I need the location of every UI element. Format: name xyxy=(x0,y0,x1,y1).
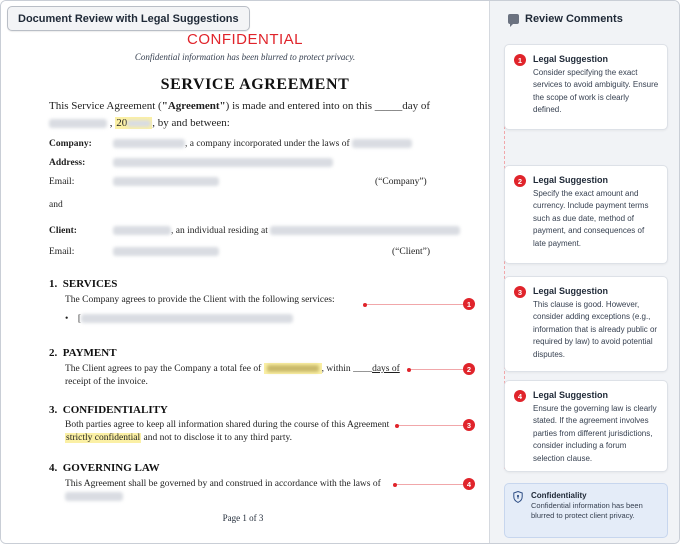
days-text: days of xyxy=(372,364,400,374)
section-1-text: The Company agrees to provide the Client with the following services: xyxy=(65,295,335,305)
email-label: Email: xyxy=(49,247,75,257)
blurred-fee xyxy=(264,363,322,374)
section-3-heading xyxy=(49,404,168,416)
client-email-row xyxy=(49,246,74,259)
bullet: • xyxy=(65,314,69,324)
client-text: , an individual residing at xyxy=(171,226,268,236)
section-number: 3. xyxy=(49,404,58,416)
document-pane xyxy=(1,1,489,544)
comment-title: Legal Suggestion xyxy=(533,286,609,296)
intro-line-1 xyxy=(49,99,430,113)
confidential-note: Confidential information has been blurred to protect privacy. xyxy=(134,52,356,62)
year-highlight xyxy=(115,117,152,129)
comment-text: This clause is good. However, consider adding exceptions (e.g., information that is already public or required by law) to avoid potential disputes. xyxy=(533,300,658,359)
blurred-email xyxy=(113,247,219,256)
section-4-heading xyxy=(49,462,160,474)
address-value xyxy=(113,157,333,170)
blurred-jurisdiction xyxy=(352,139,412,148)
marker-3-connector xyxy=(397,425,465,426)
section-title: SERVICES xyxy=(62,278,118,290)
comment-card-4[interactable] xyxy=(504,380,668,472)
payment-text: The Client agrees to pay the Company a total fee of xyxy=(65,364,262,374)
confidential-heading: CONFIDENTIAL xyxy=(186,31,303,48)
client-row xyxy=(49,225,77,238)
comment-marker-1[interactable]: 1 xyxy=(463,298,475,310)
days-blank: ____ xyxy=(353,364,373,374)
address-row xyxy=(49,157,85,170)
client-tag: (“Client”) xyxy=(392,247,430,257)
comment-title: Legal Suggestion xyxy=(533,175,609,185)
marker-1-connector xyxy=(365,304,465,305)
blurred-email xyxy=(113,177,219,186)
and-text: and xyxy=(49,200,63,210)
company-row xyxy=(49,138,92,151)
section-2-heading xyxy=(49,347,117,359)
client-email-value xyxy=(113,246,219,259)
email-label: Email: xyxy=(49,177,75,187)
company-email-value xyxy=(113,176,219,189)
confidentiality-text: and not to disclose it to any third party. xyxy=(143,433,292,443)
comment-number: 3 xyxy=(514,286,526,298)
company-tag: (“Company”) xyxy=(375,177,427,187)
blurred-client-address xyxy=(270,226,460,235)
blurred-company-name xyxy=(113,139,185,148)
section-1-heading xyxy=(49,278,117,290)
blurred-year xyxy=(127,120,151,127)
marker-2-connector xyxy=(409,369,465,370)
section-3-text-2 xyxy=(65,432,292,445)
client-label: Client: xyxy=(49,226,77,236)
section-2-text xyxy=(65,363,400,376)
review-heading xyxy=(508,13,623,25)
blurred-client-name xyxy=(113,226,171,235)
agreement-term: "Agreement" xyxy=(161,100,226,112)
blurred-services xyxy=(81,314,293,323)
comment-number: 4 xyxy=(514,390,526,402)
section-title: GOVERNING LAW xyxy=(62,462,160,474)
privacy-notice-title: Confidentiality xyxy=(531,491,587,500)
section-number: 4. xyxy=(49,462,58,474)
comment-bubble-icon xyxy=(508,14,519,24)
privacy-notice-text: Confidential information has been blurred to protect client privacy. xyxy=(531,501,643,520)
comment-text: Specify the exact amount and currency. Include payment terms such as due date, method of payment, and consequences of late payment. xyxy=(533,189,649,248)
marker-4-connector xyxy=(395,484,465,485)
comment-number: 2 xyxy=(514,175,526,187)
intro-line-2: , 20 , by and between: xyxy=(49,116,230,130)
comment-number: 1 xyxy=(514,54,526,66)
comment-marker-3[interactable]: 3 xyxy=(463,419,475,431)
agreement-title: SERVICE AGREEMENT xyxy=(160,76,350,93)
payment-text: , within xyxy=(321,364,351,374)
section-2-text-2: receipt of the invoice. xyxy=(65,377,148,387)
comment-card-3[interactable] xyxy=(504,276,668,372)
review-heading-text: Review Comments xyxy=(525,13,623,25)
bracket: [ xyxy=(77,314,81,324)
client-detail xyxy=(113,225,460,238)
comment-title: Legal Suggestion xyxy=(533,390,609,400)
section-number: 2. xyxy=(49,347,58,359)
blurred-jurisdiction xyxy=(65,492,123,501)
company-text: , a company incorporated under the laws of xyxy=(185,139,350,149)
confidential-highlight: strictly confidential xyxy=(66,433,141,443)
comment-card-2[interactable] xyxy=(504,165,668,264)
blurred-address xyxy=(113,158,333,167)
intro-text: This Service Agreement ( xyxy=(49,100,162,112)
section-3-text: Both parties agree to keep all information shared during the course of this Agreement xyxy=(65,420,390,430)
company-detail xyxy=(113,138,412,151)
company-label: Company: xyxy=(49,139,92,149)
intro-text: ) is made and entered into on this _____day of xyxy=(225,100,431,112)
comment-text: Consider specifying the exact services to avoid ambiguity. Ensure the scope of work is clearly defined. xyxy=(533,68,659,115)
privacy-notice xyxy=(504,483,668,538)
address-label: Address: xyxy=(49,158,86,168)
section-title: PAYMENT xyxy=(62,347,117,359)
section-number: 1. xyxy=(49,278,58,290)
comment-card-1[interactable] xyxy=(504,44,668,130)
section-4-text: This Agreement shall be governed by and construed in accordance with the laws of xyxy=(65,479,381,489)
section-1-bullet xyxy=(65,313,293,326)
intro-text: , by and between: xyxy=(152,117,230,129)
shield-icon xyxy=(513,491,523,503)
comment-marker-4[interactable]: 4 xyxy=(463,478,475,490)
page-number: Page 1 of 3 xyxy=(222,513,264,523)
year-text: 20 xyxy=(116,117,128,129)
section-4-text-2 xyxy=(65,491,123,504)
comment-text: Ensure the governing law is clearly stated. If the agreement involves parties from different jurisdictions, consider including a forum selection clause. xyxy=(533,404,657,463)
section-title: CONFIDENTIALITY xyxy=(62,404,168,416)
document-tab[interactable]: Document Review with Legal Suggestions xyxy=(7,6,250,31)
comment-marker-2[interactable]: 2 xyxy=(463,363,475,375)
comment-title: Legal Suggestion xyxy=(533,54,609,64)
blurred-date xyxy=(49,119,107,128)
review-panel xyxy=(489,1,680,544)
company-email-row xyxy=(49,176,74,189)
